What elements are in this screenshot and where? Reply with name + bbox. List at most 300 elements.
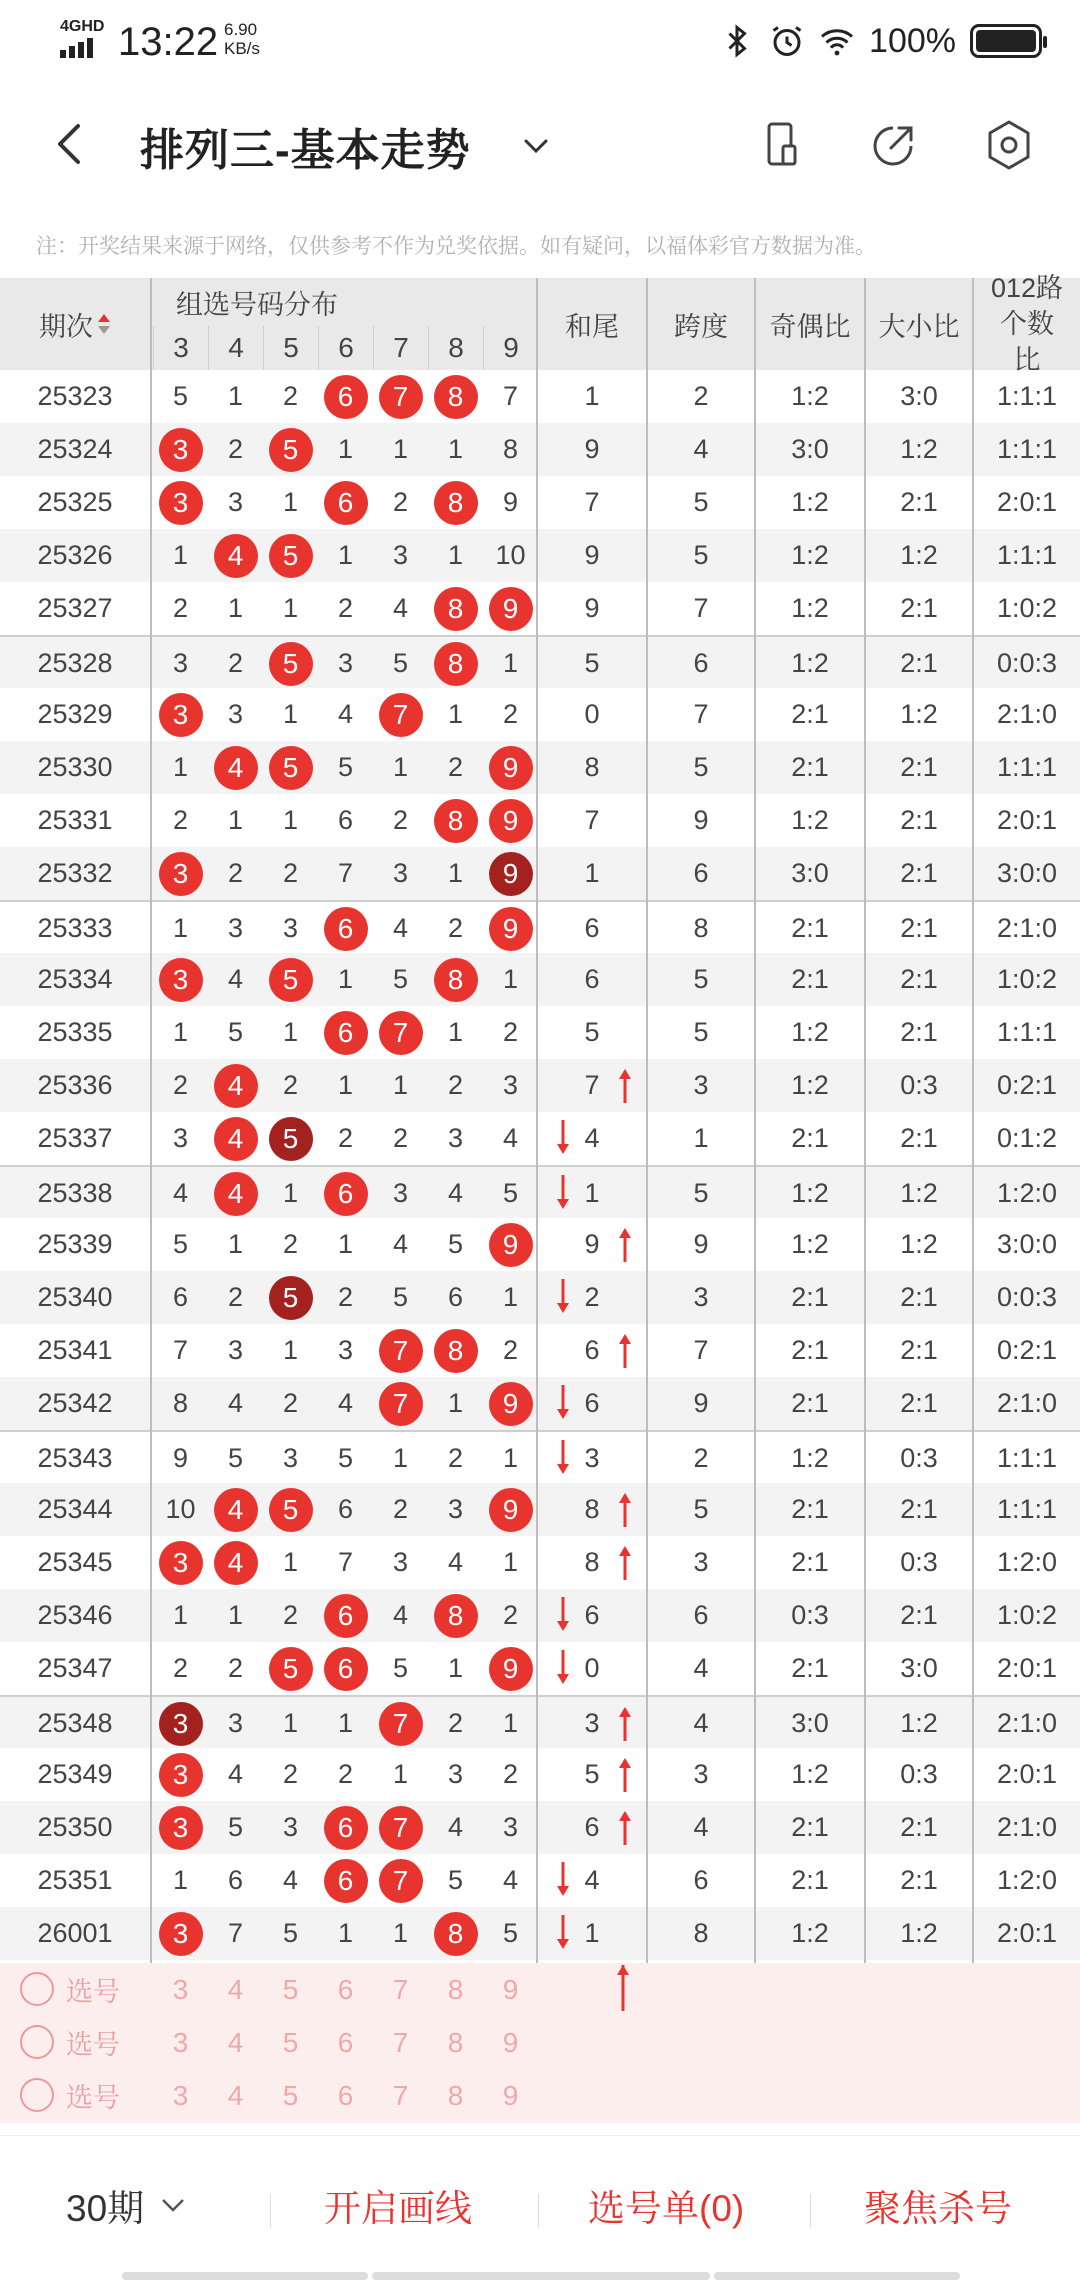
divider [972,278,974,1963]
digit-cell [483,1324,538,1377]
digit-cell [428,1907,483,1960]
span-value: 3 [693,1282,709,1312]
pick-digit[interactable]: 8 [447,2079,464,2111]
digit-cell [153,582,208,635]
hit-ball: 3 [159,428,203,472]
miss-count: 4 [282,1865,299,1895]
col-sum-tail: 和尾 [565,311,619,342]
digit-cell [483,637,538,690]
hit-ball: 3 [159,693,203,737]
digit-cell [208,1218,263,1271]
network-type: 4GHD [60,18,105,35]
miss-count: 3 [392,1547,409,1577]
pick-digit[interactable]: 5 [282,2026,299,2058]
digit-cell [208,953,263,1006]
pick-radio[interactable] [20,2025,54,2059]
digit-cell [428,1271,483,1324]
miss-count: 1 [392,752,409,782]
miss-count: 1 [227,381,244,411]
miss-count: 2 [502,1759,519,1789]
pick-digit[interactable]: 6 [337,1973,354,2005]
hit-ball: 4 [214,1172,258,1216]
miss-count: 10 [165,1494,196,1524]
digit-cell [263,1059,318,1112]
miss-count: 10 [495,540,526,570]
pick-digit[interactable]: 8 [447,1973,464,2005]
hit-ball: 7 [379,1382,423,1426]
span-value: 5 [693,752,709,782]
status-bar [0,0,1080,80]
route-ratio-value: 0:0:3 [996,648,1058,678]
miss-count: 3 [227,1708,244,1738]
digit-cell [318,1059,373,1112]
odd-even-value: 1:2 [791,593,829,623]
digit-cell [153,953,208,1006]
digit-cell [153,1167,208,1220]
miss-count: 4 [392,1229,409,1259]
hit-ball: 6 [324,1594,368,1638]
digit-cell [208,370,263,423]
pick-radio[interactable] [20,2078,54,2112]
digit-cell [318,1907,373,1960]
span-value: 5 [693,540,709,570]
hit-ball: 4 [214,746,258,790]
table-row [0,1059,1080,1112]
digit-cell [153,1854,208,1907]
digit-cell [373,1059,428,1112]
pick-digit[interactable]: 4 [227,2026,244,2058]
hit-ball: 9 [489,1647,533,1691]
hit-ball: 6 [324,907,368,951]
odd-even-value: 2:1 [791,964,829,994]
pick-digit[interactable]: 6 [337,2079,354,2111]
route-ratio-value: 2:0:1 [996,1653,1058,1683]
sum-tail-value: 8 [584,1547,600,1577]
big-small-value: 1:2 [900,540,938,570]
digit-cell [153,529,208,582]
route-ratio-value: 0:2:1 [996,1335,1058,1365]
digit-cell [263,741,318,794]
digit-cell [428,529,483,582]
miss-count: 2 [337,1759,354,1789]
pick-digit[interactable]: 9 [502,1973,519,2005]
odd-even-value: 2:1 [791,1388,829,1418]
digit-cell [153,1483,208,1536]
digit-cell [153,1271,208,1324]
digit-cell [483,953,538,1006]
divider [754,278,756,1963]
hit-ball: 4 [214,1488,258,1532]
digit-cell [373,637,428,690]
digit-cell [318,1589,373,1642]
period-number: 25347 [37,1653,113,1683]
hit-ball: 6 [324,1172,368,1216]
pick-digit[interactable]: 6 [337,2026,354,2058]
digit-cell [263,1854,318,1907]
odd-even-value: 1:2 [791,1229,829,1259]
table-row [0,1854,1080,1907]
disclaimer-notice: 注：开奖结果来源于网络，仅供参考不作为兑奖依据。如有疑问，以福体彩官方数据为准。 [36,235,876,258]
digit-cell [208,1483,263,1536]
span-value: 7 [693,593,709,623]
odd-even-value: 1:2 [791,1178,829,1208]
miss-count: 4 [337,699,354,729]
miss-count: 7 [337,1547,354,1577]
route-ratio-value: 3:0:0 [996,858,1058,888]
pick-digit[interactable]: 3 [172,2026,189,2058]
digit-cell [318,1006,373,1059]
digit-cell [318,1167,373,1220]
hit-ball: 7 [379,1329,423,1373]
pick-digit[interactable]: 9 [502,2079,519,2111]
digit-cell [153,1589,208,1642]
route-ratio-value: 1:0:2 [996,593,1058,623]
digit-cell [428,902,483,955]
big-small-value: 0:3 [900,1070,938,1100]
share-icon[interactable] [865,116,923,174]
pick-digit[interactable]: 5 [282,1973,299,2005]
digit-cell [373,741,428,794]
digit-cell [428,1006,483,1059]
big-small-value: 2:1 [900,1335,938,1365]
digit-cell [428,1697,483,1750]
odd-even-value: 1:2 [791,540,829,570]
digit-cell [153,902,208,955]
miss-count: 6 [337,1494,354,1524]
miss-count: 8 [172,1388,189,1418]
digit-cell [373,1642,428,1695]
scroll-indicator [372,2272,710,2280]
big-small-value: 2:1 [900,1600,938,1630]
table-row [0,1165,1080,1218]
big-small-value: 0:3 [900,1759,938,1789]
digit-cell [483,1801,538,1854]
digit-cell [208,1059,263,1112]
route-ratio-value: 1:1:1 [996,1017,1058,1047]
pick-digit[interactable]: 4 [227,2079,244,2111]
miss-count: 2 [227,1653,244,1683]
period-number: 25326 [37,540,113,570]
odd-even-value: 1:2 [791,1759,829,1789]
miss-count: 3 [172,648,189,678]
hit-ball: 8 [434,375,478,419]
miss-count: 1 [282,1017,299,1047]
table-row [0,900,1080,953]
table-row [0,1642,1080,1695]
route-ratio-value: 1:2:0 [996,1865,1058,1895]
digit-cell [428,1432,483,1485]
miss-count: 1 [172,1017,189,1047]
period-number: 25344 [37,1494,113,1524]
miss-count: 1 [392,1759,409,1789]
period-number: 25327 [37,593,113,623]
miss-count: 2 [227,1282,244,1312]
digit-cell [153,1006,208,1059]
trend-arrow-down-icon [556,1650,570,1686]
miss-count: 5 [392,1653,409,1683]
digit-cell [483,529,538,582]
miss-count: 2 [227,434,244,464]
route-ratio-value: 1:1:1 [996,1443,1058,1473]
span-value: 5 [693,1494,709,1524]
route-ratio-value: 2:1:0 [996,1812,1058,1842]
table-body [0,370,1080,1960]
sum-tail-value: 9 [584,593,600,623]
page-title[interactable]: 排列三-基本走势 [140,126,471,175]
digit-cell [373,1697,428,1750]
digit-cell [263,1271,318,1324]
miss-count: 1 [172,540,189,570]
pick-radio[interactable] [20,1972,54,2006]
trend-arrow-down-icon [556,1440,570,1476]
chevron-down-icon[interactable] [518,128,554,164]
miss-count: 1 [172,913,189,943]
odd-even-value: 2:1 [791,1653,829,1683]
pick-digit[interactable]: 4 [227,1973,244,2005]
route-ratio-value: 0:0:3 [996,1282,1058,1312]
sum-tail-value: 3 [584,1708,600,1738]
pick-label[interactable]: 选号 [66,2030,120,2060]
big-small-value: 2:1 [900,805,938,835]
big-small-value: 2:1 [900,1017,938,1047]
digit-cell [153,1059,208,1112]
digit-cell [208,1907,263,1960]
hit-ball: 9 [489,852,533,896]
digit-cell [208,847,263,900]
pick-digit[interactable]: 7 [392,2026,409,2058]
digit-cell [263,688,318,741]
draw-line-button[interactable]: 开启画线 [324,2188,472,2229]
odd-even-value: 1:2 [791,805,829,835]
phone-icon[interactable] [753,116,811,174]
settings-hexagon-icon[interactable] [980,116,1038,174]
miss-count: 2 [337,1282,354,1312]
miss-count: 4 [172,1178,189,1208]
miss-count: 1 [282,1335,299,1365]
digit-cell [483,1854,538,1907]
table-row [0,476,1080,529]
trend-arrow-up-icon [618,1544,632,1580]
digit-cell [263,423,318,476]
digit-cell [318,370,373,423]
period-selector-label: 30期 [66,2188,145,2229]
miss-count: 6 [337,805,354,835]
sum-tail-value: 5 [584,648,600,678]
big-small-value: 3:0 [900,1653,938,1683]
odd-even-value: 2:1 [791,1494,829,1524]
miss-count: 1 [502,1708,519,1738]
digit-cell [428,1112,483,1165]
digit-cell [373,1218,428,1271]
span-value: 8 [693,1918,709,1948]
miss-count: 1 [447,1653,464,1683]
hit-ball: 8 [434,1329,478,1373]
digit-cell [428,1536,483,1589]
digit-cell [208,688,263,741]
hit-ball: 4 [214,534,258,578]
odd-even-value: 2:1 [791,913,829,943]
miss-count: 1 [227,1229,244,1259]
miss-count: 5 [392,964,409,994]
digit-cell [263,902,318,955]
period-selector[interactable] [66,2178,188,2232]
table-row [0,688,1080,741]
digit-cell [373,1536,428,1589]
table-row [0,1483,1080,1536]
miss-count: 4 [337,1388,354,1418]
sum-tail-value: 6 [584,913,600,943]
period-number: 25324 [37,434,113,464]
digit-cell [153,1218,208,1271]
sum-tail-value: 5 [584,1759,600,1789]
digit-cell [263,1377,318,1430]
big-small-value: 1:2 [900,1178,938,1208]
sum-tail-value: 3 [584,1443,600,1473]
trend-arrow-down-icon [556,1862,570,1898]
miss-count: 1 [502,1282,519,1312]
sum-tail-value: 6 [584,964,600,994]
digit-cell [373,1589,428,1642]
miss-count: 1 [282,1708,299,1738]
hit-ball: 9 [489,799,533,843]
miss-count: 5 [227,1443,244,1473]
table-row [0,1430,1080,1483]
period-number: 25328 [37,648,113,678]
miss-count: 2 [172,593,189,623]
big-small-value: 1:2 [900,1708,938,1738]
col-period[interactable] [0,278,150,370]
trend-arrow-up-icon [618,1705,632,1741]
digit-cell [318,688,373,741]
miss-count: 2 [447,1708,464,1738]
hit-ball: 5 [269,1276,313,1320]
miss-count: 2 [502,1335,519,1365]
hit-ball: 9 [489,907,533,951]
span-value: 1 [693,1123,709,1153]
hit-ball: 4 [214,1117,258,1161]
digit-cell [153,1697,208,1750]
back-icon[interactable] [40,114,100,174]
pick-digit[interactable]: 3 [172,2079,189,2111]
digit-cell [483,902,538,955]
pick-list-button[interactable]: 选号单(0) [588,2188,745,2229]
digit-cell [483,1748,538,1801]
period-number: 25340 [37,1282,113,1312]
odd-even-value: 2:1 [791,1335,829,1365]
sum-tail-value: 7 [584,1070,600,1100]
miss-count: 2 [172,1070,189,1100]
route-ratio-value: 1:2:0 [996,1178,1058,1208]
odd-even-value: 3:0 [791,858,829,888]
digit-cell [483,847,538,900]
route-ratio-value: 1:1:1 [996,540,1058,570]
digit-cell [373,794,428,847]
hit-ball: 8 [434,799,478,843]
digit-cell [318,1642,373,1695]
span-value: 3 [693,1547,709,1577]
table-row [0,582,1080,635]
pick-digit[interactable]: 5 [282,2079,299,2111]
sum-tail-value: 0 [584,1653,600,1683]
digit-header: 8 [428,326,483,370]
table-row [0,1536,1080,1589]
digit-cell [263,1697,318,1750]
digit-cell [428,688,483,741]
pick-label[interactable]: 选号 [66,2083,120,2113]
digit-cell [263,794,318,847]
digit-cell [428,1642,483,1695]
table-row [0,953,1080,1006]
divider [646,278,648,1963]
digit-cell [483,688,538,741]
hit-ball: 3 [159,481,203,525]
big-small-value: 2:1 [900,913,938,943]
trend-arrow-up-icon [618,1226,632,1262]
span-value: 3 [693,1070,709,1100]
digit-cell [318,1218,373,1271]
period-number: 25323 [37,381,113,411]
miss-count: 3 [337,648,354,678]
miss-count: 1 [337,1708,354,1738]
span-value: 5 [693,487,709,517]
miss-count: 7 [502,381,519,411]
focus-kill-button[interactable]: 聚焦杀号 [864,2188,1012,2229]
pick-digit[interactable]: 3 [172,1973,189,2005]
miss-count: 3 [282,1443,299,1473]
miss-count: 4 [392,1600,409,1630]
trend-table [0,273,1080,1960]
route-ratio-value: 1:0:2 [996,1600,1058,1630]
digit-cell [318,1271,373,1324]
table-row [0,1907,1080,1960]
divider [150,278,152,2118]
divider [864,278,866,1963]
miss-count: 1 [337,964,354,994]
miss-count: 8 [502,434,519,464]
miss-count: 2 [502,699,519,729]
miss-count: 2 [282,858,299,888]
pick-digit[interactable]: 9 [502,2026,519,2058]
pick-label[interactable]: 选号 [66,1977,120,2007]
hit-ball: 3 [159,852,203,896]
odd-even-value: 2:1 [791,1282,829,1312]
table-row [0,741,1080,794]
digit-cell [318,741,373,794]
digit-cell [428,1748,483,1801]
sum-tail-value: 6 [584,1335,600,1365]
pick-digit[interactable]: 7 [392,1973,409,2005]
hit-ball: 6 [324,375,368,419]
big-small-value: 2:1 [900,487,938,517]
trend-arrow-down-icon [556,1597,570,1633]
digit-cell [483,1167,538,1220]
hit-ball: 3 [159,1806,203,1850]
pick-area [0,1963,1080,2123]
miss-count: 6 [172,1282,189,1312]
digit-cell [263,1167,318,1220]
digit-cell [373,902,428,955]
miss-count: 1 [447,1388,464,1418]
pick-digit[interactable]: 8 [447,2026,464,2058]
col-span: 跨度 [674,311,728,342]
period-number: 25341 [37,1335,113,1365]
table-row [0,1377,1080,1430]
digit-cell [208,1697,263,1750]
period-number: 25346 [37,1600,113,1630]
pick-digit[interactable]: 7 [392,2079,409,2111]
span-value: 4 [693,1653,709,1683]
big-small-value: 2:1 [900,648,938,678]
